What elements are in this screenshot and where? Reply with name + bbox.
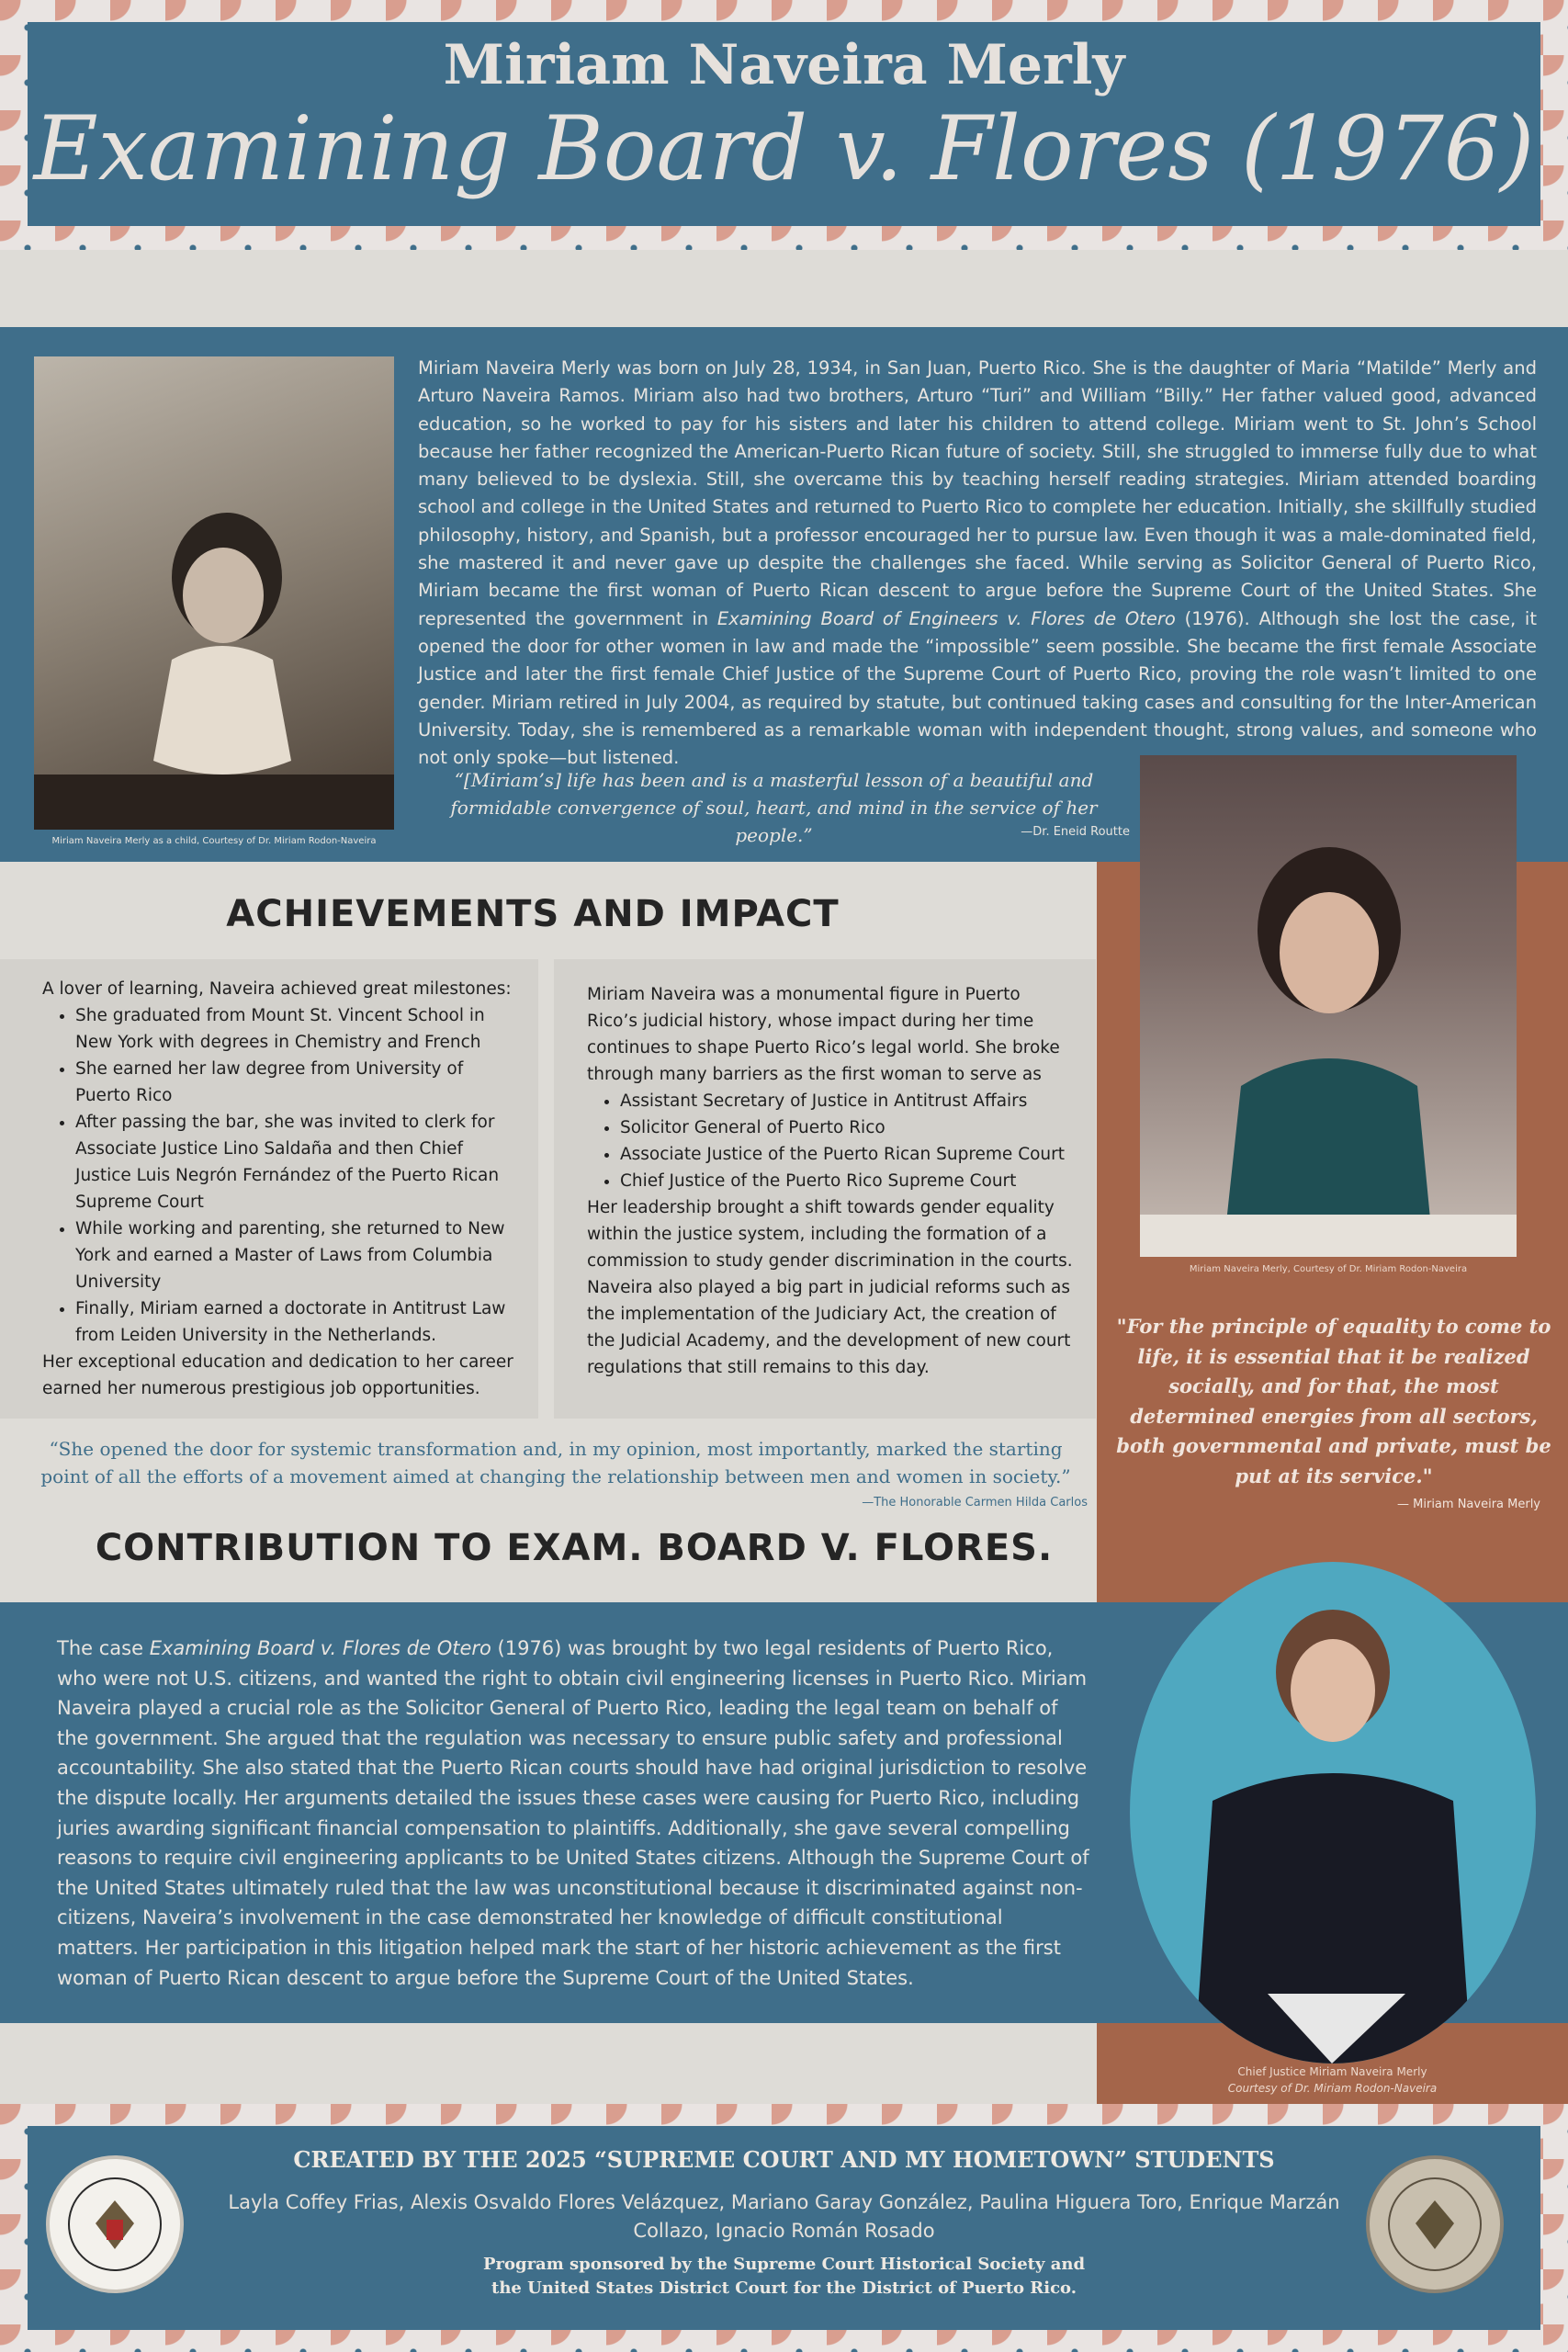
child-figure-icon <box>34 356 394 830</box>
list-item: • Associate Justice of the Puerto Rican Supreme Court <box>620 1141 1074 1168</box>
cream-gap <box>0 250 1568 327</box>
list-item: • Finally, Miriam earned a doctorate in Antitrust Law from Leiden University in the Netherlands. <box>75 1295 516 1349</box>
bio-text-part2: (1976). Although she lost the case, it opened the door for other women in law and made the “impossible” seem possible. She became the first female Associate Justice and later the first female Chief Justice of the Supreme Court of Puerto Rico, proving the role wasn’t limited to one gender. Miriam retired in July 2004, as required by statute, but continued taking cases and consulting for the Inter-American University. Today, she is remembered as a remarkable woman with independent thought, strong values, and someone who not only spoke—but listened. <box>418 607 1537 769</box>
achievements-left-intro: A lover of learning, Naveira achieved great milestones: <box>42 979 512 999</box>
naveira-quote: "For the principle of equality to come to life, it is essential that it be realized socially, and for that, the most determined energies from all sectors, both governmental and private, must be put at its service." <box>1116 1315 1551 1487</box>
contribution-case-name: Examining Board v. Flores de Otero <box>149 1637 491 1659</box>
contribution-text-part1: The case <box>57 1637 150 1659</box>
bio-text <box>418 355 1537 772</box>
chief-justice-caption-2: Courtesy of Dr. Miriam Rodon-Naveira <box>1227 2082 1438 2095</box>
page-title-case: Examining Board v. Flores (1976) <box>33 97 1535 200</box>
list-item: • After passing the bar, she was invited to clerk for Associate Justice Lino Saldaña and then Chief Justice Luis Negrón Fernández of the Puerto Rican Supreme Court <box>75 1109 516 1216</box>
title-banner <box>28 22 1540 226</box>
list-item: • While working and parenting, she returned to New York and earned a Master of Laws from Columbia University <box>75 1216 516 1295</box>
page-title-name: Miriam Naveira Merly <box>443 33 1125 97</box>
naveira-quote-author: — Miriam Naveira Merly <box>1397 1498 1540 1511</box>
carlos-quote: “She opened the door for systemic transformation and, in my opinion, most importantly, marked the starting point of all the efforts of a movement aimed at changing the relationship between men and women in society.” <box>40 1438 1071 1487</box>
contribution-heading: CONTRIBUTION TO EXAM. BOARD V. FLORES. <box>95 1527 1054 1569</box>
bio-case-name: Examining Board of Engineers v. Flores de Otero <box>716 607 1176 629</box>
achievements-right-outro: Her leadership brought a shift towards gender equality within the justice system, including the formation of a commission to study gender discrimination in the courts. Naveira also played a big part in judicial reforms such as the implementation of the Judiciary Act, the creation of the Judicial Academy, and the development of new court regulations that still remains to this day. <box>587 1198 1073 1377</box>
achievements-left-panel <box>0 959 538 1419</box>
seal-left <box>46 2155 184 2293</box>
list-item: • Assistant Secretary of Justice in Antitrust Affairs <box>620 1088 1074 1114</box>
portrait-photo <box>1140 755 1517 1257</box>
contribution-text <box>57 1634 1090 1993</box>
routte-quote: “[Miriam’s] life has been and is a masterful lesson of a beautiful and formidable convergence of soul, heart, and mind in the service of her people.” <box>450 769 1098 846</box>
achievements-left-outro: Her exceptional education and dedication to her career earned her numerous prestigious job opportunities. <box>42 1352 513 1398</box>
footer-sponsor-2: the United States District Court for the District of Puerto Rico. <box>491 2278 1077 2298</box>
achievements-right-panel <box>554 959 1096 1419</box>
achievements-right-intro: Miriam Naveira was a monumental figure in Puerto Rico’s judicial history, whose impact during her time continues to shape Puerto Rico’s legal world. She broke through many barriers as the first woman to serve as <box>587 985 1060 1084</box>
carlos-quote-author: —The Honorable Carmen Hilda Carlos <box>862 1496 1088 1510</box>
list-item: • Chief Justice of the Puerto Rico Supreme Court <box>620 1168 1074 1194</box>
list-item: • She graduated from Mount St. Vincent School in New York with degrees in Chemistry and French <box>75 1002 516 1056</box>
chief-justice-caption-1: Chief Justice Miriam Naveira Merly <box>1237 2065 1427 2078</box>
footer-students: Layla Coffey Frias, Alexis Osvaldo Flores Velázquez, Mariano Garay González, Paulina Higuera Toro, Enrique Marzán Collazo, Ignacio Román Rosado <box>228 2191 1340 2242</box>
footer-sponsor-1: Program sponsored by the Supreme Court Historical Society and <box>482 2255 1086 2274</box>
achievements-left-list <box>42 1002 516 1349</box>
contribution-text-part2: (1976) was brought by two legal residents of Puerto Rico, who were not U.S. citizens, and wanted the right to obtain civil engineering licenses in Puerto Rico. Miriam Naveira played a crucial role as the Solicitor General of Puerto Rico, leading the legal team on behalf of the government. She argued that the regulation was necessary to ensure public safety and professional accountability. She also stated that the Puerto Rican courts should have had original jurisdiction to resolve the dispute locally. Her arguments detailed the issues these cases were causing for Puerto Rico, including juries awarding significant financial compensation to plaintiffs. Additionally, she gave several compelling reasons to require civil engineering applicants to be United States citizens. Although the Supreme Court of the United States ultimately ruled that the law was unconstitutional because it discriminated against non-citizens, Naveira’s involvement in the case demonstrated her knowledge of difficult constitutional matters. Her participation in this litigation helped mark the start of her historic achievement as the first woman of Puerto Rican descent to argue before the Supreme Court of the United States. <box>57 1637 1089 1989</box>
portrait-caption: Miriam Naveira Merly, Courtesy of Dr. Miriam Rodon-Naveira <box>1189 1264 1468 1274</box>
achievements-heading: ACHIEVEMENTS AND IMPACT <box>226 893 840 935</box>
seal-right <box>1366 2155 1504 2293</box>
list-item: • She earned her law degree from University of Puerto Rico <box>75 1056 516 1109</box>
chief-justice-photo <box>1130 1562 1536 2064</box>
child-photo-caption: Miriam Naveira Merly as a child, Courtesy of Dr. Miriam Rodon-Naveira <box>51 836 377 846</box>
achievements-right-list <box>587 1088 1074 1194</box>
routte-quote-author: —Dr. Eneid Routte <box>1021 825 1130 839</box>
portrait-figure-icon <box>1140 755 1517 1257</box>
chief-justice-figure-icon <box>1130 1562 1536 2064</box>
list-item: • Solicitor General of Puerto Rico <box>620 1114 1074 1141</box>
footer-created-by: CREATED BY THE 2025 “SUPREME COURT AND MY HOMETOWN” STUDENTS <box>293 2146 1275 2173</box>
bio-text-part1: Miriam Naveira Merly was born on July 28, 1934, in San Juan, Puerto Rico. She is the daughter of Maria “Matilde” Merly and Arturo Naveira Ramos. Miriam also had two brothers, Arturo “Turi” and William “Billy.” Her father valued good, advanced education, so he worked to pay for his sisters and later his children to attend college. Miriam went to St. John’s School because her father recognized the American-Puerto Rican future of society. Still, she struggled to immerse fully due to what many believed to be dyslexia. Still, she overcame this by teaching herself reading strategies. Miriam attended boarding school and college in the United States and returned to Puerto Rico to complete her education. Initially, she skillfully studied philosophy, history, and Spanish, but a professor encouraged her to pursue law. Even though it was a male-dominated field, she mastered it and never gave up despite the challenges she faced. While serving as Solicitor General of Puerto Rico, Miriam became the first woman of Puerto Rican descent to argue before the Supreme Court of the United States. She represented the government in <box>418 357 1537 629</box>
eagle-seal-icon <box>50 2159 180 2290</box>
child-photo <box>34 356 394 830</box>
court-seal-icon <box>1370 2159 1500 2290</box>
